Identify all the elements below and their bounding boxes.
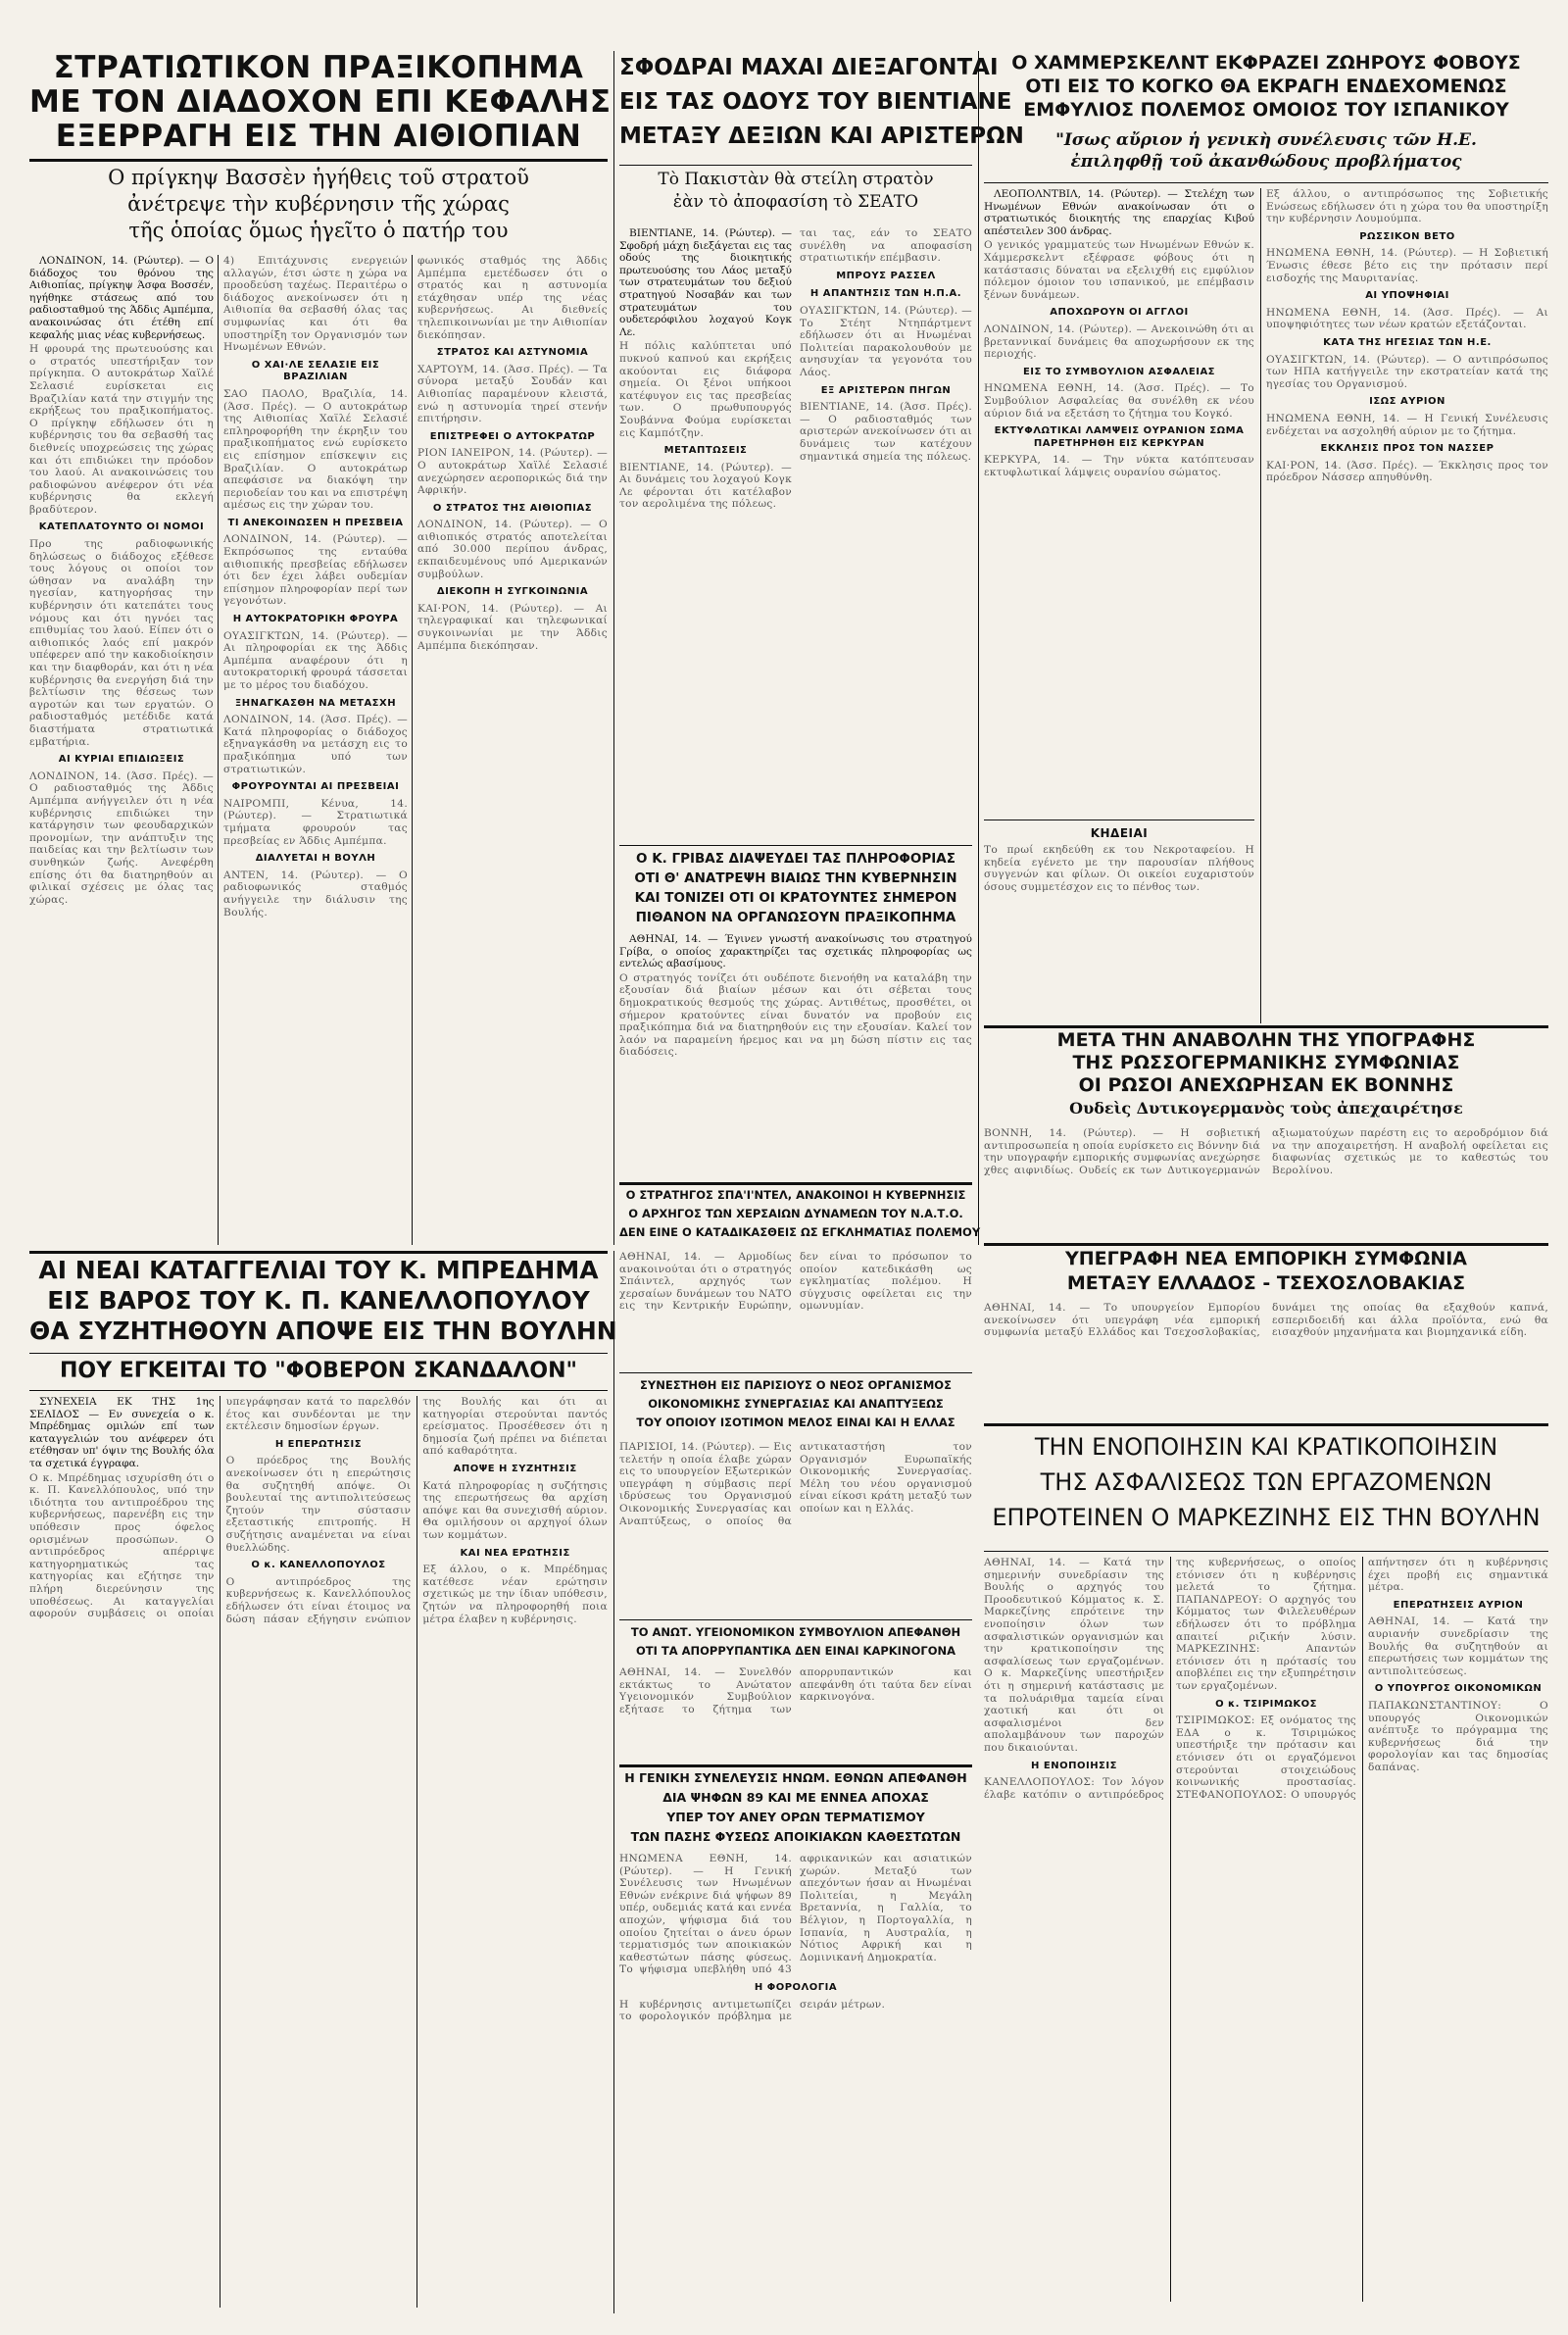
- divider: [29, 159, 608, 162]
- divider: [29, 1390, 608, 1391]
- coup-lead-paragraph: ΛΟΝΔΙΝΟΝ, 14. (Ρώυτερ). — Ο διάδοχος του θρόνου της Αιθιοπίας, πρίγκηψ Άσφα Βοσσέν, ηγήθηκε στάσεως από του ραδιοσταθμού της Άδδις Αμπέμπα, ανακοινώσας ότι έτέθη επί κεφαλής μιας νέας κυβερνήσεως.: [29, 255, 214, 341]
- column-rule: [978, 51, 979, 1245]
- grivas-headline-line: ΟΤΙ Θ' ΑΝΑΤΡΕΨΗ ΒΙΑΙΩΣ ΤΗΝ ΚΥΒΕΡΝΗΣΙΝ: [634, 870, 957, 886]
- article-text-block: ΒΟΝΝΗ, 14. (Ρώυτερ). — Η σοβιετική αντιπροσωπεία η οποία ευρίσκετο εις Βόννην διά την υπογραφήν εμπορικής συμφωνίας ανεχώρησε χθες αιφνιδίως. Ουδείς εκ των Δυτικογερμανών αξιωματούχων παρέστη εις το αεροδρόμιον διά να την αποχαιρετήση. Η αναβολή οφείλεται εις διαφωνίας σχετικώς με το καθεστώς του Βερολίνου.: [984, 1127, 1548, 1176]
- section-subhead: ΕΠΙΣΤΡΕΦΕΙ Ο ΑΥΤΟΚΡΑΤΩΡ: [429, 430, 596, 442]
- vientiane-lead-paragraph: ΒΙΕΝΤΙΑΝΕ, 14. (Ρώυτερ). — Σφοδρή μάχη διεξάγεται εις τας οδούς της διοικητικής πρωτευούσης του Λάος μεταξύ των στρατευμάτων του δεξιού στρατηγού Νοσαβάν και των στρατευμάτων του ουδετερόφιλου λοχαγού Κογκ Λε.: [619, 227, 792, 338]
- article-text-block: ται τας, εάν το ΣΕΑΤΟ συνέλθη να αποφασίση στρατιωτικήν επέμβασιν.: [800, 227, 972, 265]
- article-text-block: Προ της ραδιοφωνικής δηλώσεως ο διάδοχος εξέθεσε τους λόγους οι οποίοι τον ώθησαν να αναλάβη την ηγεσίαν, κατηγορήσας την κυβέρνησιν ότι κατεπάτει τους νόμους και ότι ηγνόει τας επιθυμίας του λαού. Είπεν ότι ο αιθιοπικός λαός επί μακρόν υπέφερεν από την κακοδιοίκησιν και την διαφθοράν, και ότι η νέα κυβέρνησις θα ενεργήση διά την βελτίωσιν της θέσεως των αγροτών και των εργατών. Ο ραδιοσταθμός μετέδιδε κατά διαστήματα στρατιωτικά εμβατήρια.: [29, 538, 214, 748]
- article-text-block: ΛΟΝΔΙΝΟΝ, 14. (Άσσ. Πρές). — Ο ραδιοσταθμός της Άδδις Αμπέμπα ανήγγειλεν ότι η νέα κυβέρνησις επιδιώκει την κατάργησιν των φεουδαρχικών προνομίων, την ανάπτυξιν της παιδείας και την βελτίωσιν των συνθηκών ζωής. Ανεφέρθη επίσης ότι θα διατηρηθούν αι φιλικαί σχέσεις με όλας τας χώρας.: [29, 770, 214, 906]
- article-text-block: ΝΑΙΡΟΜΠΙ, Κένυα, 14. (Ρώυτερ). — Στρατιωτικά τμήματα φρουρούν τας πρεσβείας εν Άδδις Αμπέμπα.: [223, 797, 408, 847]
- congo-headline-line: Ο ΧΑΜΜΕΡΣΚΕΛΝΤ ΕΚΦΡΑΖΕΙ ΖΩΗΡΟΥΣ ΦΟΒΟΥΣ: [1011, 52, 1521, 74]
- section-subhead: Ο ΣΤΡΑΤΟΣ ΤΗΣ ΑΙΘΙΟΠΙΑΣ: [432, 502, 593, 514]
- article-text-block: ΠΑΠΑΚΩΝΣΤΑΝΤΙΝΟΥ: Ο υπουργός Οικονομικών ανέπτυξε το πρόγραμμα της κυβερνήσεως διά την φορολογίαν και τας δημοσίας δαπάνας.: [1368, 1699, 1548, 1773]
- divider: [984, 1025, 1548, 1028]
- divider: [619, 1619, 972, 1620]
- paris-headline-line: ΤΟΥ ΟΠΟΙΟΥ ΙΣΟΤΙΜΟΝ ΜΕΛΟΣ ΕΙΝΑΙ ΚΑΙ Η ΕΛΛΑΣ: [636, 1416, 956, 1429]
- article-text-block: 4) Επιτάχυνσις ενεργειών αλλαγών, έτσι ώστε η χώρα να προοδεύση ταχέως. Περαιτέρω ο διάδοχος ανεκοίνωσεν ότι η Αιθιοπία θα σεβασθή όλας τας συμφωνίας και ότι θα υποστηρίξη τον Οργανισμόν των Ηνωμένων Εθνών.: [223, 255, 408, 354]
- czech-headline: [984, 1247, 1548, 1300]
- russo-german-article: [984, 1127, 1548, 1237]
- un-assembly-headline: [619, 1768, 972, 1849]
- czech-headline-line: ΥΠΕΓΡΑΦΗ ΝΕΑ ΕΜΠΟΡΙΚΗ ΣΥΜΦΩΝΙΑ: [1064, 1248, 1468, 1269]
- section-subhead: ΑΠΟΧΩΡΟΥΝ ΟΙ ΑΓΓΛΟΙ: [1050, 307, 1189, 319]
- bredima-article: [29, 1396, 608, 2311]
- section-subhead: ΕΚΤΥΦΛΩΤΙΚΑΙ ΛΑΜΨΕΙΣ ΟΥΡΑΝΙΟΝ ΣΩΜΑ ΠΑΡΕΤΗΡΗΘΗ ΕΙΣ ΚΕΡΚΥΡΑΝ: [994, 425, 1245, 449]
- divider: [984, 1551, 1548, 1552]
- coup-article-col2: [223, 255, 408, 1245]
- article-text-block: Ο κ. Μπρέδημας ισχυρίσθη ότι ο κ. Π. Κανελλόπουλος, υπό την ιδιότητα του αντιπροέδρου της κυβερνήσεως, παρενέβη εις την υπόθεσιν προς όφελος ορισμένων προσώπων. Ο αντιπρόεδρος απέρριψε κατηγορηματικώς τας κατηγορίας και εζήτησε την πλήρη διερεύνησιν της υποθέσεως. Αι καταγγελίαι αφορούν συμβάσεις οι οποίαι υπεγράφησαν κατά το παρελθόν έτος και συνδέονται με την εκτέλεσιν δημοσίων έργων.: [29, 1396, 412, 1620]
- vientiane-article: [619, 227, 972, 840]
- section-subhead: Ο ΧΑΙ·ΛΕ ΣΕΛΑΣΙΕ ΕΙΣ ΒΡΑΖΙΛΙΑΝ: [251, 359, 380, 383]
- section-subhead: Ο κ. ΚΑΝΕΛΛΟΠΟΥΛΟΣ: [251, 1560, 386, 1571]
- un-assembly-article: [619, 1853, 972, 2311]
- congo-article-col5: [984, 188, 1254, 816]
- article-text-block: ΗΝΩΜΕΝΑ ΕΘΝΗ, 14. (Ρώυτερ). — Η Σοβιετική Ένωσις έθεσε βέτο εις την πρότασιν περί εισδοχής της Μαυριτανίας.: [1266, 247, 1548, 284]
- bredima-subheadline: ΠΟΥ ΕΓΚΕΙΤΑΙ ΤΟ "ΦΟΒΕΡΟΝ ΣΚΑΝΔΑΛΟΝ": [60, 1359, 577, 1383]
- section-subhead: ΕΚΚΛΗΣΙΣ ΠΡΟΣ ΤΟΝ ΝΑΣΣΕΡ: [1320, 443, 1494, 455]
- paris-headline-line: ΟΙΚΟΝΟΜΙΚΗΣ ΣΥΝΕΡΓΑΣΙΑΣ ΚΑΙ ΑΝΑΠΤΥΞΕΩΣ: [648, 1397, 944, 1411]
- section-subhead: ΚΑΙ ΝΕΑ ΕΡΩΤΗΣΙΣ: [460, 1547, 570, 1559]
- article-text-block: ΑΘΗΝΑΙ, 14. — Κατά την αυριανήν συνεδρίασιν της Βουλής θα συζητηθούν αι επερωτήσεις των κομμάτων της αντιπολιτεύσεως.: [1368, 1615, 1548, 1677]
- article-text-block: Κατά πληροφορίας η συζήτησις της επερωτήσεως θα αρχίση απόψε και θα συνεχισθή αύριον. Θα ομιλήσουν οι αρχηγοί όλων των κομμάτων.: [422, 1479, 608, 1541]
- grivas-headline-line: Ο Κ. ΓΡΙΒΑΣ ΔΙΑΨΕΥΔΕΙ ΤΑΣ ΠΛΗΡΟΦΟΡΙΑΣ: [636, 851, 956, 867]
- bredima-headline-line: ΑΙ ΝΕΑΙ ΚΑΤΑΓΓΕΛΙΑΙ ΤΟΥ Κ. ΜΠΡΕΔΗΜΑ: [38, 1256, 599, 1284]
- section-subhead: ΞΗΝΑΓΚΑΣΘΗ ΝΑ ΜΕΤΑΣΧΗ: [234, 697, 397, 709]
- health-headline-line: ΟΤΙ ΤΑ ΑΠΟΡΡΥΠΑΝΤΙΚΑ ΔΕΝ ΕΙΝΑΙ ΚΑΡΚΙΝΟΓΟΝΑ: [635, 1644, 956, 1658]
- paris-article: [619, 1441, 972, 1614]
- coup-subheadline: [29, 165, 608, 253]
- article-text-block: ΛΟΝΔΙΝΟΝ, 14. (Άσσ. Πρές). — Κατά πληροφορίας ο διάδοχος εξηναγκάσθη να μετάσχη εις το πραξικόπημα υπό των στρατιωτικών.: [223, 714, 408, 775]
- section-subhead: ΙΣΩΣ ΑΥΡΙΟΝ: [1369, 396, 1446, 408]
- article-text-block: Ο αντιπρόεδρος της κυβερνήσεως κ. Κανελλόπουλος εδήλωσεν ότι είναι έτοιμος να δώση πάσαν εξήγησιν ενώπιον της Βουλής και ότι αι κατηγορίαι στερούνται παντός ερείσματος. Προσέθεσεν ότι η δημοσία ζωή πρέπει να διέπεται από καθαρότητα.: [225, 1396, 608, 1625]
- article-text-block: ΠΑΡΙΣΙΟΙ, 14. (Ρώυτερ). — Εις τελετήν η οποία έλαβε χώραν εις το υπουργείον Εξωτερικών υπεγράφη η σύμβασις περί ιδρύσεως του Οργανισμού Οικονομικής Συνεργασίας και Αναπτύξεως, ο οποίος θα αντικαταστήση τον Οργανισμόν Ευρωπαϊκής Οικονομικής Συνεργασίας. Μέλη του νέου οργανισμού είναι είκοσι κράτη μεταξύ των οποίων και η Ελλάς.: [619, 1441, 972, 1527]
- grivas-article: [619, 933, 972, 1176]
- un-assembly-headline-line: ΥΠΕΡ ΤΟΥ ΑΝΕΥ ΟΡΩΝ ΤΕΡΜΑΤΙΣΜΟΥ: [666, 1810, 925, 1824]
- coup-headline-line: ΜΕ ΤΟΝ ΔΙΑΔΟΧΟΝ ΕΠΙ ΚΕΦΑΛΗΣ: [29, 84, 612, 120]
- article-text-block: Η κυβέρνησις αντιμετωπίζει το φορολογικόν πρόβλημα με σειράν μέτρων.: [619, 1998, 886, 2023]
- article-text-block: Εξ άλλου, ο κ. Μπρέδημας κατέθεσε νέαν ερώτησιν σχετικώς με την ίδιαν υπόθεσιν, ζητών να πληροφορηθή ποια μέτρα έλαβεν η κυβέρνησις.: [422, 1564, 608, 1625]
- coup-article-col1: [29, 255, 214, 1245]
- article-text-block: ΟΥΑΣΙΓΚΤΩΝ, 14. (Ρώυτερ). — Αι πληροφορίαι εκ της Άδδις Αμπέμπα αναφέρουν ότι η αυτοκρατορική φρουρά τάσσεται με το μέρος του διαδόχου.: [223, 629, 408, 691]
- article-text-block: Η φρουρά της πρωτευούσης και ο στρατός υπεστήριξαν τον πρίγκηπα. Ο αυτοκράτωρ Χαϊλέ Σελασιέ ευρίσκεται εις Βραζιλίαν κατά την στιγμήν της εκρήξεως του πραξικοπήματος. Ο πρίγκηψ εδήλωσεν ότι η κυβέρνησις του θα σεβασθή τας διεθνείς υποχρεώσεις της χώρας και ότι επιδιώκει την πρόοδον του λαού. Αι ανακοινώσεις του ραδιοφώνου ανέφερον ότι νέα κυβέρνησις θα εκλεγή βραδύτερον.: [29, 343, 214, 516]
- divider: [984, 182, 1548, 183]
- column-rule: [613, 51, 614, 1245]
- health-headline-line: ΤΟ ΑΝΩΤ. ΥΓΕΙΟΝΟΜΙΚΟΝ ΣΥΜΒΟΥΛΙΟΝ ΑΠΕΦΑΝΘΗ: [630, 1625, 961, 1639]
- section-subhead: ΜΠΡΟΥΣ ΡΑΣΣΕΛ: [836, 270, 936, 281]
- divider: [29, 1353, 608, 1354]
- russo-german-headline: [984, 1029, 1548, 1110]
- russo-german-subheadline: Ουδεὶς Δυτικογερμανὸς τοὺς ἀπεχαιρέτησε: [1069, 1099, 1463, 1118]
- section-subhead: ΕΠΕΡΩΤΗΣΕΙΣ ΑΥΡΙΟΝ: [1393, 1599, 1524, 1611]
- grivas-headline-line: ΠΙΘΑΝΟΝ ΝΑ ΟΡΓΑΝΩΣΟΥΝ ΠΡΑΞΙΚΟΠΗΜΑ: [635, 910, 956, 925]
- speidel-headline: [619, 1186, 981, 1247]
- russo-german-headline-line: ΜΕΤΑ ΤΗΝ ΑΝΑΒΟΛΗΝ ΤΗΣ ΥΠΟΓΡΑΦΗΣ: [1056, 1029, 1476, 1051]
- divider: [984, 1423, 1548, 1426]
- article-text-block: Ο πρόεδρος της Βουλής ανεκοίνωσεν ότι η επερώτησις θα συζητηθή απόψε. Οι βουλευταί της αντιπολιτεύσεως ζητούν την σύστασιν εξεταστικής επιτροπής. Η συζήτησις αναμένεται να είναι θυελλώδης.: [225, 1455, 412, 1554]
- article-text-block: ΑΘΗΝΑΙ, 14. — Το υπουργείον Εμπορίου ανεκοίνωσεν ότι υπεγράφη νέα εμπορική συμφωνία μεταξύ Ελλάδος και Τσεχοσλοβακίας, δυνάμει της οποίας θα εξαχθούν καπνά, εσπεριδοειδή και άλλα προϊόντα, ενώ θα εισαχθούν μηχανήματα και βιομηχανικά είδη.: [984, 1302, 1548, 1339]
- section-subhead: ΜΕΤΑΠΤΩΣΕΙΣ: [663, 445, 748, 457]
- congo-lead-paragraph: ΛΕΟΠΟΛΝΤΒΙΛ, 14. (Ρώυτερ). — Στελέχη των Ηνωμένων Εθνών ανακοίνωσαν ότι ο στρατιωτικός διοικητής της επαρχίας Κιβού απέστειλεν 300 άνδρας.: [984, 188, 1254, 237]
- column-rule: [1260, 188, 1261, 1023]
- coup-headline-line: ΣΤΡΑΤΙΩΤΙΚΟΝ ΠΡΑΞΙΚΟΠΗΜΑ: [53, 50, 584, 85]
- article-text-block: ΤΣΙΡΙΜΩΚΟΣ: Εξ ονόματος της ΕΔΑ ο κ. Τσιριμώκος υπεστήριξε την πρότασιν και ετόνισεν ότι οι εργαζόμενοι στερούνται στοιχειώδους κοινωνικής προστασίας. ΣΤΕΦΑΝΟΠΟΥΛΟΣ: Ο υπουργός απήντησεν ότι η κυβέρνησις έχει προβή εις σημαντικά μέτρα.: [1176, 1557, 1548, 1801]
- divider: [619, 165, 972, 166]
- insurance-headline-line: ΕΠΡΟΤΕΙΝΕΝ Ο ΜΑΡΚΕΖΙΝΗΣ ΕΙΣ ΤΗΝ ΒΟΥΛΗΝ: [992, 1504, 1541, 1531]
- health-article: [619, 1666, 972, 1759]
- article-text-block: φωνικός σταθμός της Άδδις Αμπέμπα εμετέδωσεν ότι ο στρατός και η αστυνομία ετάχθησαν υπέρ της νέας κυβερνήσεως. Αι διεθνείς τηλεπικοινωνίαι με την Αιθιοπίαν διεκόπησαν.: [417, 255, 608, 341]
- russo-german-headline-line: ΤΗΣ ΡΩΣΣΟΓΕΡΜΑΝΙΚΗΣ ΣΥΜΦΩΝΙΑΣ: [1072, 1052, 1460, 1073]
- section-subhead: ΕΞ ΑΡΙΣΤΕΡΩΝ ΠΗΓΩΝ: [820, 384, 952, 396]
- article-text-block: ΚΑΙ·ΡΟΝ, 14. (Ρώυτερ). — Αι τηλεγραφικαί και τηλεφωνικαί συγκοινωνίαι με την Άδδις Αμπέμπα διεκόπησαν.: [417, 602, 608, 652]
- article-text-block: ΚΑΙ·ΡΟΝ, 14. (Άσσ. Πρές). — Έκκλησις προς τον πρόεδρον Νάσσερ απηυθύνθη.: [1266, 459, 1548, 484]
- vientiane-headline-line: ΕΙΣ ΤΑΣ ΟΔΟΥΣ ΤΟΥ ΒΙΕΝΤΙΑΝΕ: [619, 89, 1012, 115]
- congo-sub-line: "Ισως αὔριον ἡ γενικὴ συνέλευσις τῶν Η.Ε.: [1055, 130, 1477, 150]
- article-text-block: ΚΕΡΚΥΡΑ, 14. — Την νύκτα κατόπτευσαν εκτυφλωτικαί λάμψεις ουρανίου σώματος.: [984, 454, 1254, 478]
- speidel-headline-line: Ο ΑΡΧΗΓΟΣ ΤΩΝ ΧΕΡΣΑΙΩΝ ΔΥΝΑΜΕΩΝ ΤΟΥ Ν.Α.Τ.Ο.: [628, 1207, 963, 1220]
- speidel-headline-line: ΔΕΝ ΕΙΝΕ Ο ΚΑΤΑΔΙΚΑΣΘΕΙΣ ΩΣ ΕΓΚΛΗΜΑΤΙΑΣ ΠΟΛΕΜΟΥ: [619, 1225, 981, 1239]
- section-subhead: ΚΑΤΑ ΤΗΣ ΗΓΕΣΙΑΣ ΤΩΝ Η.Ε.: [1323, 336, 1492, 348]
- column-rule: [412, 255, 413, 1245]
- un-assembly-headline-line: ΤΩΝ ΠΑΣΗΣ ΦΥΣΕΩΣ ΑΠΟΙΚΙΑΚΩΝ ΚΑΘΕΣΤΩΤΩΝ: [630, 1829, 961, 1844]
- article-text-block: ΡΙΟΝ ΙΑΝΕΙΡΟΝ, 14. (Ρώυτερ). — Ο αυτοκράτωρ Χαϊλέ Σελασιέ ανεχώρησεν αεροπορικώς διά την Αφρικήν.: [417, 447, 608, 497]
- article-text-block: Η πόλις καλύπτεται υπό πυκνού καπνού και εκρήξεις ακούονται εις διάφορα σημεία. Οι ξένοι υπήκοοι κατέφυγον εις τας πρεσβείας των. Ο πρωθυπουργός Σουβάννα Φούμα ευρίσκεται εις Καμπότζην.: [619, 340, 792, 439]
- article-text-block: ΑΘΗΝΑΙ, 14. — Κατά την σημερινήν συνεδρίασιν της Βουλής ο αρχηγός του Προοδευτικού Κόμματος κ. Σ. Μαρκεζίνης επρότεινε την ενοποίησιν όλων των ασφαλιστικών οργανισμών και την κρατικοποίησιν της ασφαλίσεως των εργαζομένων. Ο κ. Μαρκεζίνης υπεστήριξεν ότι η σημερινή κατάστασις με τα πολυάριθμα ταμεία είναι χαοτική και ότι οι ασφαλισμένοι δεν απολαμβάνουν των παροχών που δικαιούνται.: [984, 1557, 1164, 1754]
- article-text-block: ΑΝΤΕΝ, 14. (Ρώυτερ). — Ο ραδιοφωνικός σταθμός ανήγγειλε την διάλυσιν της Βουλής.: [223, 869, 408, 919]
- insurance-article: [984, 1557, 1548, 2311]
- czech-article: [984, 1302, 1548, 1417]
- congo-subheadline: [984, 129, 1548, 188]
- column-rule: [218, 255, 219, 1245]
- paris-headline: [619, 1376, 972, 1437]
- death-notices-title: ΚΗΔΕΙΑΙ: [1090, 826, 1149, 840]
- article-text-block: ΣΑΟ ΠΑΟΛΟ, Βραζιλία, 14. (Άσσ. Πρές). — Ο αυτοκράτωρ της Αιθιοπίας Χαϊλέ Σελασιέ επληροφορήθη την έκρηξιν του πραξικοπήματος ενώ ευρίσκετο εις επίσημον επίσκεψιν εις Βραζιλίαν. Ο αυτοκράτωρ απεφάσισε να διακόψη την περιοδείαν του και να επιστρέψη αμέσως εις την χώραν του.: [223, 387, 408, 512]
- insurance-headline-line: ΤΗΝ ΕΝΟΠΟΙΗΣΙΝ ΚΑΙ ΚΡΑΤΙΚΟΠΟΙΗΣΙΝ: [1034, 1433, 1498, 1461]
- coup-article-col3: [417, 255, 608, 1245]
- bredima-lead-paragraph: ΣΥΝΕΧΕΙΑ ΕΚ ΤΗΣ 1ης ΣΕΛΙΔΟΣ — Εν συνεχεία ο κ. Μπρέδημας ομιλών επί των καταγγελιών του ανέφερεν ότι ετέθησαν υπ' όψιν της Βουλής όλα τα σχετικά έγγραφα.: [29, 1396, 215, 1469]
- un-assembly-headline-line: ΔΙΑ ΨΗΦΩΝ 89 ΚΑΙ ΜΕ ΕΝΝΕΑ ΑΠΟΧΑΣ: [662, 1790, 929, 1805]
- divider: [619, 1182, 972, 1185]
- vientiane-subheadline: [619, 169, 972, 227]
- article-text-block: ΑΘΗΝΑΙ, 14. — Αρμοδίως ανακοινούται ότι ο στρατηγός Σπάιντελ, αρχηγός των χερσαίων δυνάμεων του ΝΑΤΟ εις την Κεντρικήν Ευρώπην, δεν είναι το πρόσωπον το οποίον κατεδικάσθη ως εγκληματίας πολέμου. Η σύγχυσις οφείλεται εις την ομωνυμίαν.: [619, 1251, 972, 1313]
- section-subhead: Η ΕΠΕΡΩΤΗΣΙΣ: [274, 1438, 363, 1450]
- article-text-block: ΟΥΑΣΙΓΚΤΩΝ, 14. (Ρώυτερ). — Το Στέητ Ντηπάρτμεντ εδήλωσεν ότι αι Ηνωμέναι Πολιτείαι παρακολουθούν με ανησυχίαν τα γεγονότα του Λάος.: [800, 304, 972, 378]
- divider: [984, 1243, 1548, 1246]
- vientiane-headline-line: ΣΦΟΔΡΑΙ ΜΑΧΑΙ ΔΙΕΞΑΓΟΝΤΑΙ: [619, 55, 999, 80]
- section-subhead: ΤΙ ΑΝΕΚΟΙΝΩΣΕΝ Η ΠΡΕΣΒΕΙΑ: [227, 517, 404, 528]
- article-text-block: ΒΙΕΝΤΙΑΝΕ, 14. (Ρώυτερ). — Αι δυνάμεις του λοχαγού Κογκ Λε φέρονται ότι κατέλαβον τον αερολιμένα της πόλεως.: [619, 461, 792, 511]
- article-text-block: ΗΝΩΜΕΝΑ ΕΘΝΗ, 14. (Ρώυτερ). — Η Γενική Συνέλευσις των Ηνωμένων Εθνών ενέκρινε διά ψήφων 89 υπέρ, ουδεμιάς κατά και εννέα αποχών, ψήφισμα διά του οποίου ζητείται ο άνευ όρων τερματισμός των αποικιακών καθεστώτων πάσης φύσεως. Το ψήφισμα υπεβλήθη υπό 43 αφρικανικών και ασιατικών χωρών. Μεταξύ των απεχόντων ήσαν αι Ηνωμέναι Πολιτείαι, η Μεγάλη Βρεταννία, η Γαλλία, το Βέλγιον, η Πορτογαλλία, η Ισπανία, η Αυστραλία, η Νότιος Αφρική και η Δομινικανή Δημοκρατία.: [619, 1853, 972, 1976]
- section-subhead: Η ΑΥΤΟΚΡΑΤΟΡΙΚΗ ΦΡΟΥΡΑ: [232, 614, 399, 625]
- vientiane-headline: [619, 51, 1024, 159]
- divider: [619, 845, 972, 846]
- column-rule: [613, 1251, 614, 2313]
- coup-sub-line: τῆς ὁποίας ὅμως ἡγεῖτο ὁ πατήρ του: [128, 219, 509, 242]
- article-text-block: Ο γενικός γραμματεύς των Ηνωμένων Εθνών κ. Χάμμερσκελντ εξέφρασε φόβους ότι η κατάστασις δύναται να εξελιχθή εις εμφύλιον πόλεμον όμοιον του ισπανικού, με επέμβασιν ξένων δυνάμεων.: [984, 239, 1254, 301]
- section-subhead: ΑΙ ΥΠΟΨΗΦΙΑΙ: [1365, 290, 1449, 302]
- health-headline: [619, 1623, 972, 1664]
- article-text-block: ΒΙΕΝΤΙΑΝΕ, 14. (Άσσ. Πρές). — Ο ραδιοσταθμός των αριστερών ανεκοίνωσεν ότι αι δυνάμεις των κατέχουν σημαντικά σημεία της πόλεως.: [800, 401, 972, 463]
- article-text-block: ΗΝΩΜΕΝΑ ΕΘΝΗ, 14. (Άσσ. Πρές). — Το Συμβούλιον Ασφαλείας θα συνέλθη εκ νέου αύριον διά να εξετάση το ζήτημα του Κογκό.: [984, 382, 1254, 420]
- congo-sub-line: ἐπιληφθῇ τοῦ ἀκανθώδους προβλήματος: [1070, 152, 1462, 172]
- section-subhead: Ο ΥΠΟΥΡΓΟΣ ΟΙΚΟΝΟΜΙΚΩΝ: [1374, 1683, 1543, 1695]
- section-subhead: ΕΙΣ ΤΟ ΣΥΜΒΟΥΛΙΟΝ ΑΣΦΑΛΕΙΑΣ: [1022, 366, 1216, 377]
- grivas-headline: [619, 849, 972, 929]
- vientiane-headline-line: ΜΕΤΑΞΥ ΔΕΞΙΩΝ ΚΑΙ ΑΡΙΣΤΕΡΩΝ: [619, 124, 1024, 149]
- russo-german-headline-line: ΟΙ ΡΩΣΟΙ ΑΝΕΧΩΡΗΣΑΝ ΕΚ ΒΟΝΝΗΣ: [1078, 1074, 1454, 1096]
- section-subhead: ΡΩΣΣΙΚΟΝ ΒΕΤΟ: [1359, 230, 1455, 242]
- bredima-headline-line: ΕΙΣ ΒΑΡΟΣ ΤΟΥ Κ. Π. ΚΑΝΕΛΛΟΠΟΥΛΟΥ: [47, 1286, 590, 1315]
- section-subhead: ΔΙΕΚΟΠΗ Η ΣΥΓΚΟΙΝΩΝΙΑ: [436, 586, 589, 598]
- coup-headline: [29, 50, 612, 159]
- speidel-article: [619, 1251, 972, 1366]
- congo-headline-line: ΟΤΙ ΕΙΣ ΤΟ ΚΟΓΚΟ ΘΑ ΕΚΡΑΓΗ ΕΝΔΕΧΟΜΕΝΩΣ: [1025, 75, 1507, 97]
- section-subhead: ΑΠΟΨΕ Η ΣΥΖΗΤΗΣΙΣ: [453, 1463, 577, 1474]
- insurance-headline: [984, 1429, 1548, 1547]
- section-subhead: ΦΡΟΥΡΟΥΝΤΑΙ ΑΙ ΠΡΕΣΒΕΙΑΙ: [231, 781, 400, 793]
- article-text-block: ΗΝΩΜΕΝΑ ΕΘΝΗ, 14. (Άσσ. Πρές). — Αι υποψηφιότητες των νέων κρατών εξετάζονται.: [1266, 306, 1548, 331]
- article-text-block: Το πρωί εκηδεύθη εκ του Νεκροταφείου. Η κηδεία εγένετο με την παρουσίαν πλήθους συγγενών και φίλων. Οι οικείοι ευχαριστούν όσους συμμετέσχον εις το πένθος των.: [984, 844, 1254, 893]
- newspaper-page: [10, 10, 1558, 2315]
- section-subhead: ΑΙ ΚΥΡΙΑΙ ΕΠΙΔΙΩΞΕΙΣ: [58, 754, 185, 766]
- grivas-headline-line: ΚΑΙ ΤΟΝΙΖΕΙ ΟΤΙ ΟΙ ΚΡΑΤΟΥΝΤΕΣ ΣΗΜΕΡΟΝ: [634, 890, 957, 906]
- coup-sub-line: ἀνέτρεψε τὴν κυβέρνησιν τῆς χώρας: [127, 192, 510, 216]
- article-text-block: ΑΘΗΝΑΙ, 14. — Συνελθόν εκτάκτως το Ανώτατον Υγειονομικόν Συμβούλιον εξήτασε το ζήτημα των απορρυπαντικών και απεφάνθη ότι ταύτα δεν είναι καρκινογόνα.: [619, 1666, 972, 1715]
- article-text-block: ΗΝΩΜΕΝΑ ΕΘΝΗ, 14. — Η Γενική Συνέλευσις ενδέχεται να ασχοληθή αύριον με το ζήτημα.: [1266, 412, 1548, 437]
- section-subhead: ΔΙΑΛΥΕΤΑΙ Η ΒΟΥΛΗ: [255, 853, 376, 865]
- bredima-headline-line: ΘΑ ΣΥΖΗΤΗΘΟΥΝ ΑΠΟΨΕ ΕΙΣ ΤΗΝ ΒΟΥΛΗΝ: [29, 1317, 617, 1345]
- coup-sub-line: Ο πρίγκηψ Βασσὲν ἡγήθεις τοῦ στρατοῦ: [108, 166, 529, 189]
- article-text-block: ΛΟΝΔΙΝΟΝ, 14. (Ρώυτερ). — Ανεκοινώθη ότι αι βρεταννικαί δυνάμεις θα αποχωρήσουν εκ της περιοχής.: [984, 323, 1254, 361]
- article-text-block: Ο στρατηγός τονίζει ότι ουδέποτε διενοήθη να καταλάβη την εξουσίαν διά βιαίων μέσων και ότι σέβεται τους δημοκρατικούς θεσμούς της χώρας. Αντιθέτως, προσθέτει, οι σήμερον κρατούντες είναι δυνατόν να προβούν εις πραξικόπημα διά να διατηρηθούν εις την εξουσίαν. Καλεί τον λαόν να παραμείνη ήρεμος και να μη δώση πίστιν εις τας διαδόσεις.: [619, 971, 972, 1059]
- section-subhead: Η ΑΠΑΝΤΗΣΙΣ ΤΩΝ Η.Π.Α.: [809, 288, 962, 300]
- article-text-block: ΧΑΡΤΟΥΜ, 14. (Άσσ. Πρές). — Τα σύνορα μεταξύ Σουδάν και Αιθιοπίας παραμένουν κλειστά, ενώ η αστυνομία τηρεί στενήν επιτήρησιν.: [417, 363, 608, 425]
- article-text-block: ΚΑΝΕΛΛΟΠΟΥΛΟΣ: Τον λόγον έλαβε κατόπιν ο αντιπρόεδρος της κυβερνήσεως, ο οποίος ετόνισεν ότι η κυβέρνησις μελετά το ζήτημα. ΠΑΠΑΝΔΡΕΟΥ: Ο αρχηγός του Κόμματος των Φιλελευθέρων εδήλωσεν ότι το πρόβλημα απαιτεί ριζικήν λύσιν. ΜΑΡΚΕΖΙΝΗΣ: Απαντών ετόνισεν ότι η πρότασίς του αποβλέπει εις την εξυπηρέτησιν των εργαζομένων.: [984, 1557, 1356, 1801]
- section-subhead: ΚΑΤΕΠΛΑΤΟΥΝΤΟ ΟΙ ΝΟΜΟΙ: [38, 522, 205, 533]
- section-subhead: Η ΦΟΡΟΛΟΓΙΑ: [754, 1981, 838, 1993]
- divider: [29, 1251, 608, 1254]
- article-text-block: ΛΟΝΔΙΝΟΝ, 14. (Ρώυτερ). — Εκπρόσωπος της ενταύθα αιθιοπικής πρεσβείας εδήλωσεν ότι δεν έχει λάβει ουδεμίαν επίσημον πληροφορίαν περί των γεγονότων.: [223, 533, 408, 608]
- czech-headline-line: ΜΕΤΑΞΥ ΕΛΛΑΔΟΣ - ΤΣΕΧΟΣΛΟΒΑΚΙΑΣ: [1066, 1272, 1466, 1294]
- speidel-headline-line: Ο ΣΤΡΑΤΗΓΟΣ ΣΠΑ'Ι'ΝΤΕΛ, ΑΝΑΚΟΙΝΟΙ Η ΚΥΒΕΡΝΗΣΙΣ: [625, 1188, 966, 1202]
- article-text-block: ΟΥΑΣΙΓΚΤΩΝ, 14. (Ρώυτερ). — Ο αντιπρόσωπος των ΗΠΑ κατήγγειλε την εκστρατείαν κατά της ηγεσίας του Οργανισμού.: [1266, 353, 1548, 390]
- congo-headline-line: ΕΜΦΥΛΙΟΣ ΠΟΛΕΜΟΣ ΟΜΟΙΟΣ ΤΟΥ ΙΣΠΑΝΙΚΟΥ: [1023, 99, 1509, 121]
- insurance-headline-line: ΤΗΣ ΑΣΦΑΛΙΣΕΩΣ ΤΩΝ ΕΡΓΑΖΟΜΕΝΩΝ: [1040, 1468, 1493, 1496]
- divider: [619, 1372, 972, 1373]
- grivas-lead-paragraph: ΑΘΗΝΑΙ, 14. — Έγινεν γνωστή ανακοίνωσις του στρατηγού Γρίβα, ο οποίος χαρακτηρίζει τας σχετικάς πληροφορίας ως εντελώς αβασίμους.: [619, 933, 972, 970]
- divider: [619, 1764, 972, 1767]
- bredima-headline: [29, 1255, 617, 1353]
- section-subhead: ΣΤΡΑΤΟΣ ΚΑΙ ΑΣΤΥΝΟΜΙΑ: [436, 347, 589, 359]
- congo-article-col6: [1266, 188, 1548, 1023]
- section-subhead: Ο κ. ΤΣΙΡΙΜΩΚΟΣ: [1215, 1698, 1317, 1710]
- death-notices: [984, 820, 1254, 1016]
- vientiane-sub-line: ἐὰν τὸ ἀποφασίση τὸ ΣΕΑΤΟ: [672, 192, 919, 212]
- vientiane-sub-line: Τὸ Πακιστὰν θὰ στείλη στρατὸν: [658, 170, 934, 189]
- paris-headline-line: ΣΥΝΕΣΤΗΘΗ ΕΙΣ ΠΑΡΙΣΙΟΥΣ Ο ΝΕΟΣ ΟΡΓΑΝΙΣΜΟΣ: [640, 1378, 952, 1392]
- un-assembly-headline-line: Η ΓΕΝΙΚΗ ΣΥΝΕΛΕΥΣΙΣ ΗΝΩΜ. ΕΘΝΩΝ ΑΠΕΦΑΝΘΗ: [624, 1770, 967, 1785]
- article-text-block: Εξ άλλου, ο αντιπρόσωπος της Σοβιετικής Ενώσεως εδήλωσεν ότι η χώρα του θα υποστηρίξη την κυβέρνησιν Λουμούμπα.: [1266, 188, 1548, 225]
- coup-headline-line: ΕΞΕΡΡΑΓΗ ΕΙΣ ΤΗΝ ΑΙΘΙΟΠΙΑΝ: [55, 119, 582, 154]
- article-text-block: ΛΟΝΔΙΝΟΝ, 14. (Ρώυτερ). — Ο αιθιοπικός στρατός αποτελείται από 30.000 περίπου άνδρας, εκπαιδευμένους υπό Αμερικανών συμβούλων.: [417, 519, 608, 580]
- section-subhead: Η ΕΝΟΠΟΙΗΣΙΣ: [1031, 1760, 1117, 1771]
